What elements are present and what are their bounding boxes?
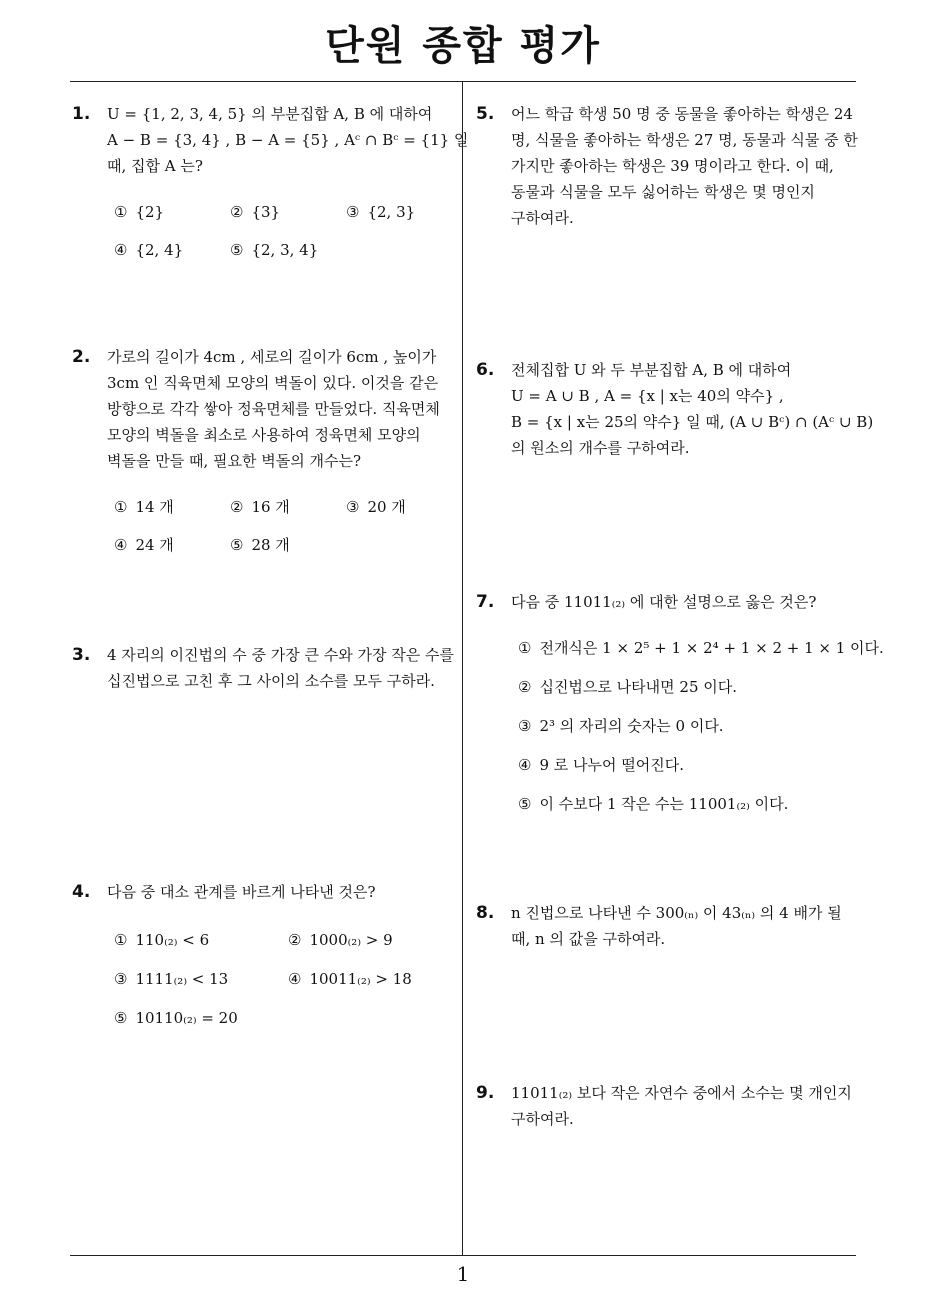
question-number: 2. <box>72 347 91 367</box>
choice-4[interactable]: ④ 24 개 <box>114 536 174 554</box>
choice-1[interactable]: ① 110₍₂₎ < 6 <box>114 931 210 949</box>
page-title: 단원 종합 평가 <box>325 23 601 69</box>
stem-line: 의 원소의 개수를 구하여라. <box>511 439 690 457</box>
choice-1[interactable]: ① {2} <box>114 203 165 221</box>
stem-line: U = {1, 2, 3, 4, 5} 의 부분집합 A, B 에 대하여 <box>107 105 433 123</box>
question-number: 3. <box>72 645 91 665</box>
question-number: 6. <box>476 360 495 380</box>
choice-2[interactable]: ② {3} <box>230 203 281 221</box>
question-8 <box>476 900 861 952</box>
choice-5[interactable]: ⑤ 28 개 <box>230 536 290 554</box>
question-1 <box>72 101 469 279</box>
choice-3[interactable]: ③ 20 개 <box>346 498 406 516</box>
stem-line: 명, 식물을 좋아하는 학생은 27 명, 동물과 식물 중 한 <box>511 131 858 149</box>
stem-line: 3cm 인 직육면체 모양의 벽돌이 있다. 이것을 같은 <box>107 374 439 392</box>
stem-line: 어느 학급 학생 50 명 중 동물을 좋아하는 학생은 24 <box>511 105 853 123</box>
question-stem <box>511 1080 861 1132</box>
stem-line: 구하여라. <box>511 1110 574 1128</box>
question-7 <box>476 589 884 824</box>
question-stem <box>511 589 861 615</box>
question-stem <box>107 101 469 179</box>
question-4 <box>72 879 457 1047</box>
question-stem <box>511 101 861 231</box>
stem-line: A − B = {3, 4} , B − A = {5} , Aᶜ ∩ Bᶜ = {1} 일 <box>107 131 469 149</box>
question-number: 9. <box>476 1083 495 1103</box>
question-2 <box>72 344 457 574</box>
stem-line: 동물과 식물을 모두 싫어하는 학생은 몇 명인지 <box>511 183 815 201</box>
page-number: 1 <box>456 1262 470 1286</box>
choice-list <box>114 494 457 574</box>
choice-4[interactable]: ④ 10011₍₂₎ > 18 <box>288 970 412 988</box>
header-rule <box>70 81 856 82</box>
choice-3[interactable]: ③ 1111₍₂₎ < 13 <box>114 970 229 988</box>
stem-line: 때, 집합 A 는? <box>107 157 203 175</box>
question-stem <box>107 879 457 905</box>
stem-line: 벽돌을 만들 때, 필요한 벽돌의 개수는? <box>107 452 362 470</box>
choice-4[interactable]: ④ 9 로 나누어 떨어진다. <box>518 756 684 774</box>
question-9 <box>476 1080 861 1132</box>
choice-5[interactable]: ⑤ 이 수보다 1 작은 수는 11001₍₂₎ 이다. <box>518 795 789 813</box>
stem-line: 4 자리의 이진법의 수 중 가장 큰 수와 가장 작은 수를 <box>107 646 455 664</box>
footer-rule <box>70 1255 856 1256</box>
stem-line: n 진법으로 나타낸 수 300₍ₙ₎ 이 43₍ₙ₎ 의 4 배가 될 <box>511 904 842 922</box>
stem-line: 때, n 의 값을 구하여라. <box>511 930 666 948</box>
stem-line: 11011₍₂₎ 보다 작은 자연수 중에서 소수는 몇 개인지 <box>511 1084 852 1102</box>
question-stem <box>511 357 874 461</box>
stem-line: 방향으로 각각 쌓아 정육면체를 만들었다. 직육면체 <box>107 400 440 418</box>
column-divider <box>462 82 463 1256</box>
choice-list <box>518 629 884 824</box>
question-number: 8. <box>476 903 495 923</box>
choice-2[interactable]: ② 16 개 <box>230 498 290 516</box>
stem-line: 구하여라. <box>511 209 574 227</box>
question-stem <box>511 900 861 952</box>
stem-line: 전체집합 U 와 두 부분집합 A, B 에 대하여 <box>511 361 792 379</box>
choice-4[interactable]: ④ {2, 4} <box>114 241 184 259</box>
choice-list <box>114 199 457 279</box>
choice-5[interactable]: ⑤ 10110₍₂₎ = 20 <box>114 1009 238 1027</box>
question-5 <box>476 101 861 231</box>
stem-line: 다음 중 11011₍₂₎ 에 대한 설명으로 옳은 것은? <box>511 593 817 611</box>
choice-1[interactable]: ① 전개식은 1 × 2⁵ + 1 × 2⁴ + 1 × 2 + 1 × 1 이다. <box>518 639 884 657</box>
choice-2[interactable]: ② 십진법으로 나타내면 25 이다. <box>518 678 738 696</box>
question-stem <box>107 344 457 474</box>
choice-3[interactable]: ③ {2, 3} <box>346 203 416 221</box>
stem-line: 십진법으로 고친 후 그 사이의 소수를 모두 구하라. <box>107 672 435 690</box>
stem-line: 가로의 길이가 4cm , 세로의 길이가 6cm , 높이가 <box>107 348 437 366</box>
choice-5[interactable]: ⑤ {2, 3, 4} <box>230 241 319 259</box>
choice-2[interactable]: ② 1000₍₂₎ > 9 <box>288 931 393 949</box>
stem-line: 가지만 좋아하는 학생은 39 명이라고 한다. 이 때, <box>511 157 834 175</box>
question-stem <box>107 642 457 694</box>
choice-1[interactable]: ① 14 개 <box>114 498 174 516</box>
stem-line: 다음 중 대소 관계를 바르게 나타낸 것은? <box>107 883 376 901</box>
stem-line: 모양의 벽돌을 최소로 사용하여 정육면체 모양의 <box>107 426 421 444</box>
choice-list <box>114 927 457 1047</box>
question-number: 5. <box>476 104 495 124</box>
stem-line: B = {x | x는 25의 약수} 일 때, (A ∪ Bᶜ) ∩ (Aᶜ ∪ B) <box>511 413 874 431</box>
question-number: 4. <box>72 882 91 902</box>
question-number: 1. <box>72 104 91 124</box>
choice-3[interactable]: ③ 2³ 의 자리의 숫자는 0 이다. <box>518 717 724 735</box>
question-6 <box>476 357 874 461</box>
question-number: 7. <box>476 592 495 612</box>
stem-line: U = A ∪ B , A = {x | x는 40의 약수} , <box>511 387 784 405</box>
question-3 <box>72 642 457 694</box>
